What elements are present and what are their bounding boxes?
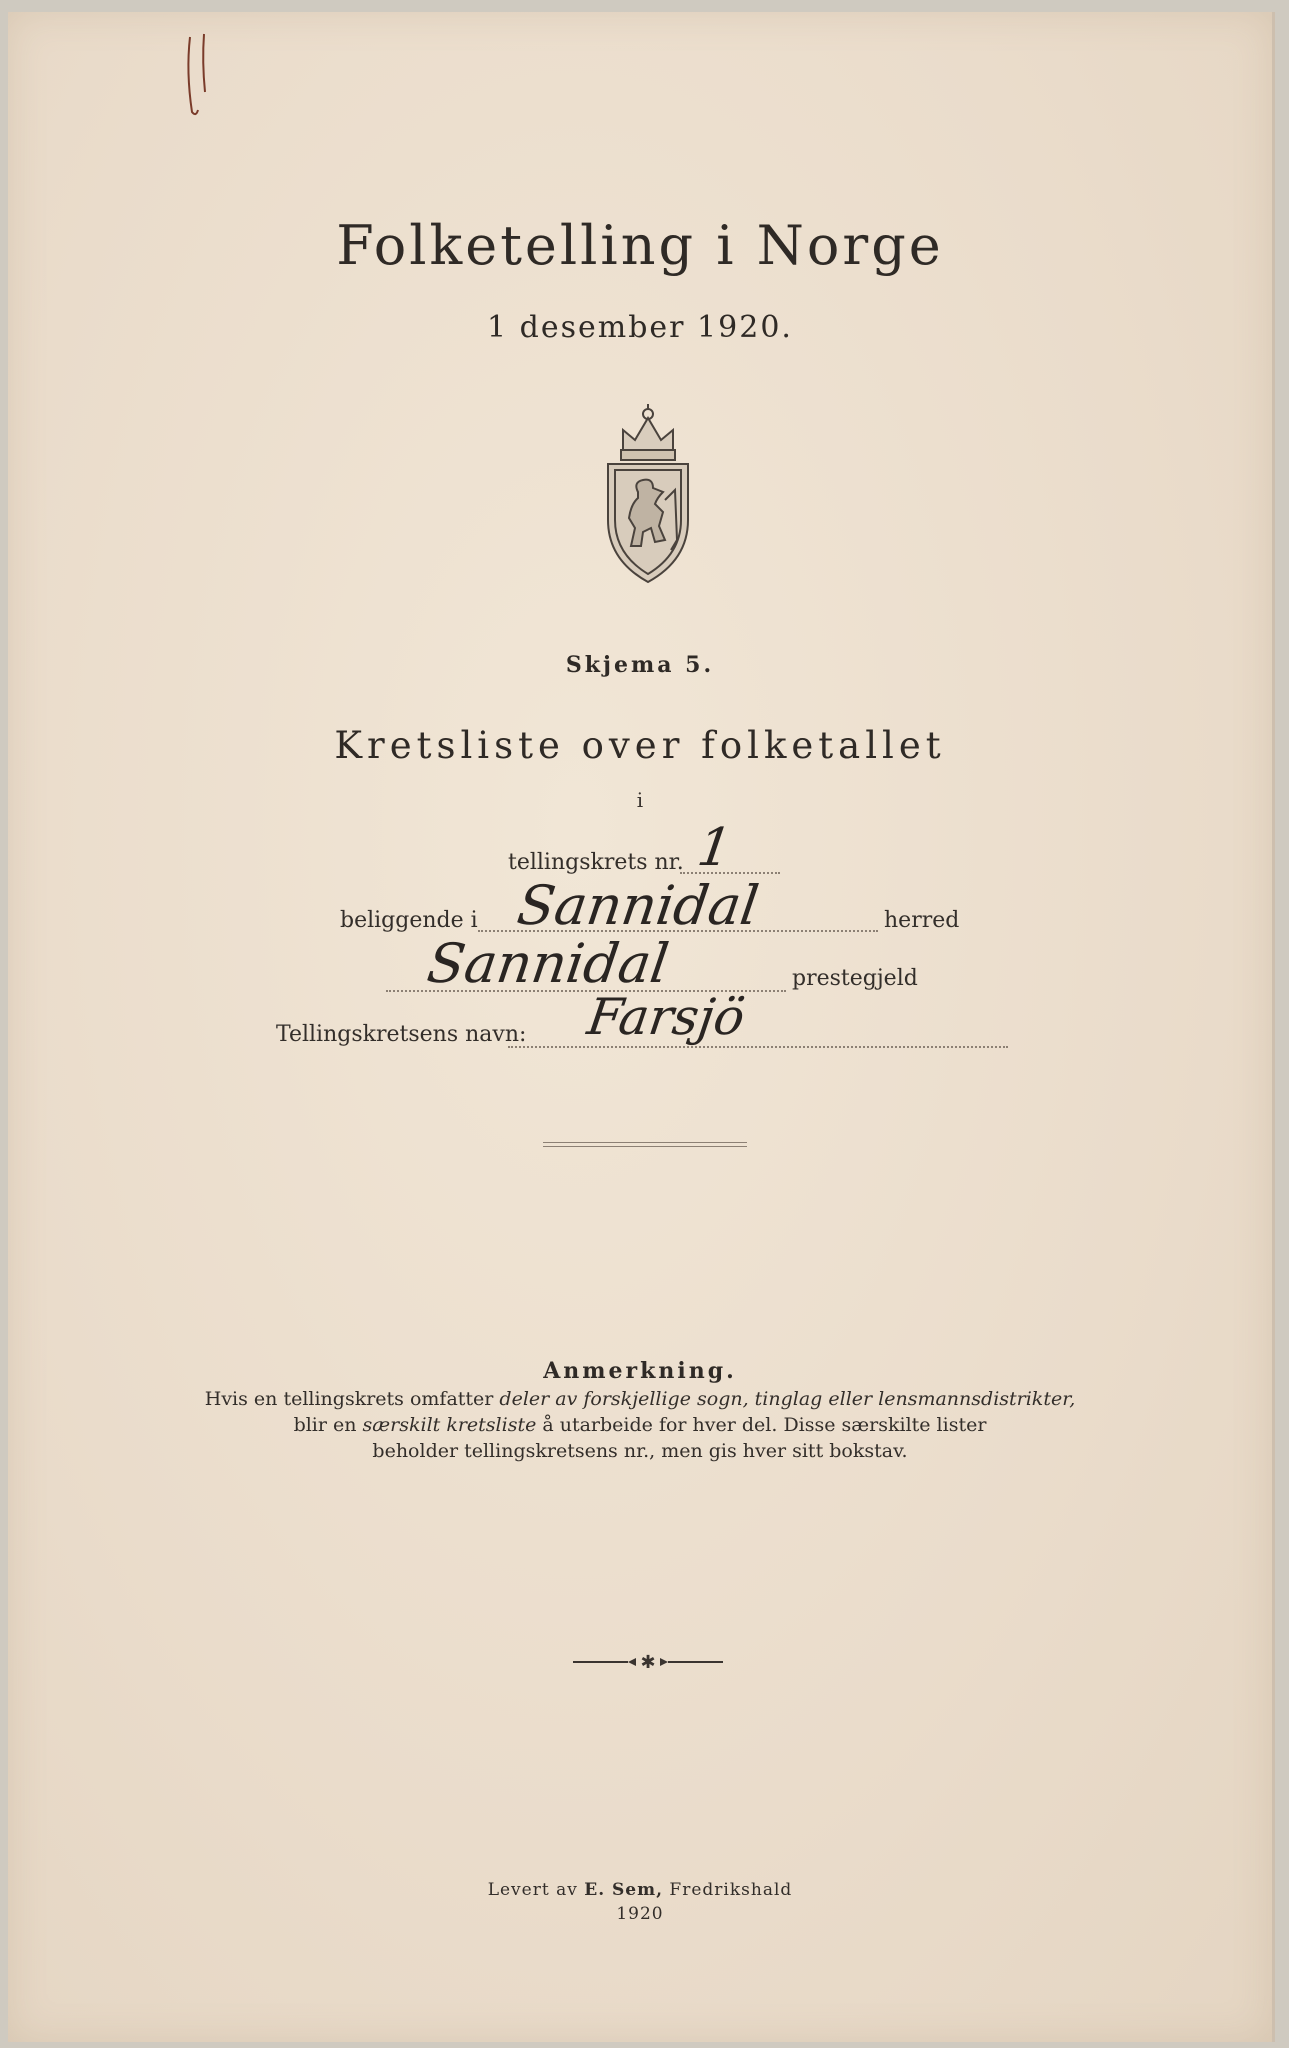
printer-name: E. Sem, xyxy=(584,1880,664,1900)
connector-text: i xyxy=(636,788,644,812)
coat-of-arms-icon xyxy=(593,400,703,590)
pencil-mark xyxy=(178,32,218,122)
prestegjeld-value: Sannidal xyxy=(423,932,673,995)
ornament-divider xyxy=(568,1652,728,1672)
beliggende-label: beliggende i xyxy=(340,908,478,933)
note-line-3: beholder tellingskretsens nr., men gis hver sitt bokstav. xyxy=(372,1440,908,1462)
note-text: blir en xyxy=(293,1414,363,1436)
note-text: Hvis en tellingskrets omfatter xyxy=(204,1388,500,1410)
krets-name-label: Tellingskretsens navn: xyxy=(276,1022,527,1047)
krets-name-line xyxy=(508,1046,1008,1048)
krets-name-value: Farsjö xyxy=(583,988,749,1046)
krets-number-label: tellingskrets nr. xyxy=(508,850,684,875)
printer-place: Fredrikshald xyxy=(663,1880,793,1900)
note-emphasis: særskilt kretsliste xyxy=(362,1414,537,1436)
document-title: Folketelling i Norge xyxy=(336,214,944,277)
note-emphasis: deler av forskjellige sogn, tinglag eller lensmannsdistrikter, xyxy=(499,1388,1076,1410)
separator-line xyxy=(543,1146,747,1147)
separator-line xyxy=(543,1142,747,1143)
herred-value: Sannidal xyxy=(513,874,763,937)
form-heading: Kretsliste over folketallet xyxy=(334,724,946,767)
note-title: Anmerkning. xyxy=(543,1358,737,1384)
prestegjeld-label: prestegjeld xyxy=(792,966,918,991)
printer-text: Levert av xyxy=(487,1880,585,1900)
census-date: 1 desember 1920. xyxy=(487,310,793,345)
schema-number: Skjema 5. xyxy=(565,652,715,678)
printer-line xyxy=(8,1880,1272,1900)
note-text: å utarbeide for hver del. Disse særskilte lister xyxy=(536,1414,987,1436)
printer-year: 1920 xyxy=(616,1904,664,1924)
krets-number-value: 1 xyxy=(693,818,736,878)
note-line-2 xyxy=(8,1414,1272,1436)
document-page xyxy=(8,12,1275,2042)
svg-text:✱: ✱ xyxy=(640,1652,656,1672)
note-line-1 xyxy=(8,1388,1272,1410)
herred-label: herred xyxy=(884,908,960,933)
